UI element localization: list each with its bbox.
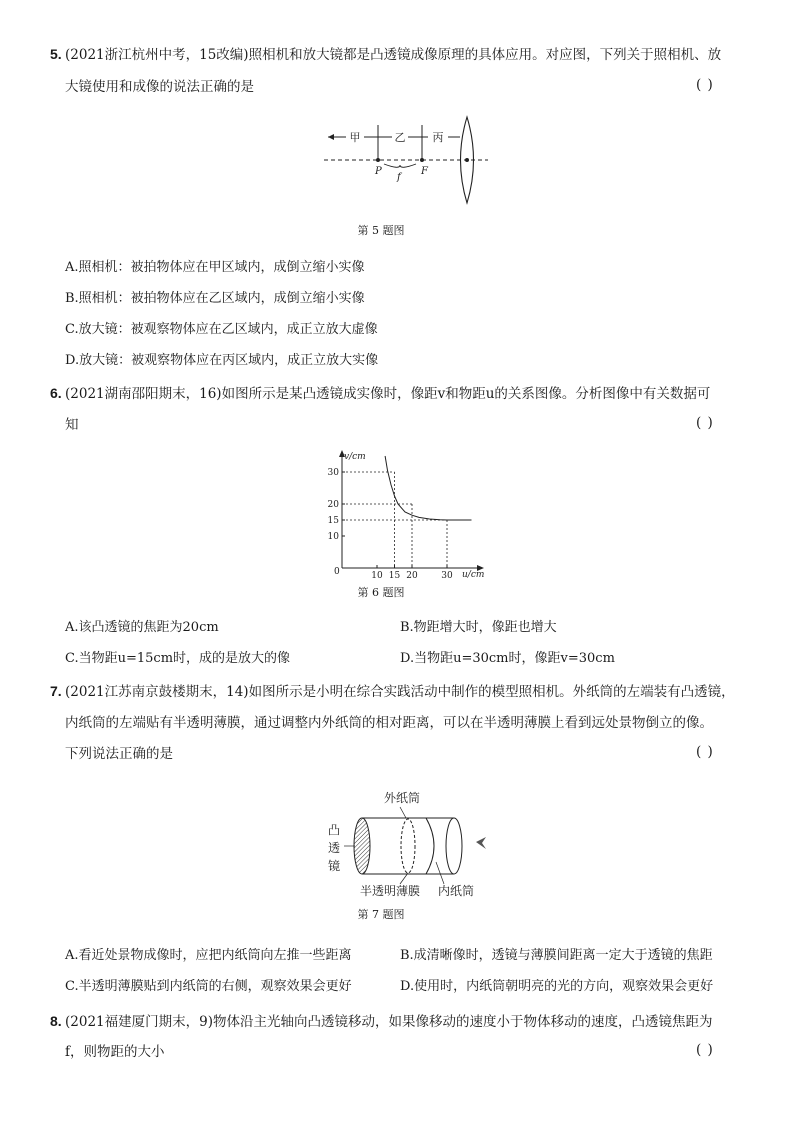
q7-camera-diagram <box>318 782 498 902</box>
q5-number: 5. <box>50 46 62 62</box>
q8-stem-line2: f，则物距的大小 <box>65 1044 165 1060</box>
label-inner-tube: 内纸筒 <box>438 884 475 898</box>
outer-tube-leader <box>400 807 406 818</box>
convex-lens-end <box>354 818 370 874</box>
q5-option-c[interactable]: C.放大镜：被观察物体应在乙区域内，成正立放大虚像 <box>65 322 378 337</box>
q7-stem-line3: 下列说法正确的是 <box>65 746 173 762</box>
label-outer-tube: 外纸筒 <box>384 791 421 805</box>
q6-chart <box>322 448 487 578</box>
q5-figure-caption: 第 5 题图 <box>357 224 405 237</box>
inner-tube-leader <box>436 862 444 884</box>
q8-stem-line1: (2021福建厦门期末，9)物体沿主光轴向凸透镜移动，如果像移动的速度小于物体移动的速度，凸透镜焦距为 <box>65 1014 713 1030</box>
label-focal-length: f <box>397 172 401 183</box>
x-axis-label: u/cm <box>462 570 485 578</box>
x-tick-label-2: 20 <box>406 571 418 578</box>
q6-option-a[interactable]: A.该凸透镜的焦距为20cm <box>65 620 219 635</box>
y-tick-label-2: 20 <box>327 500 339 510</box>
label-lens-3: 镜 <box>328 859 341 873</box>
q6-option-d[interactable]: D.当物距u=30cm时，像距v=30cm <box>400 651 615 666</box>
label-p: P <box>375 166 382 177</box>
q7-stem-line1: (2021江苏南京鼓楼期末，14)如图所示是小明在综合实践活动中制作的模型照相机。外纸筒的左端装有凸透镜， <box>65 684 735 700</box>
q6-answer-blank[interactable]: ( ) <box>696 415 714 431</box>
x-tick-label-0: 10 <box>371 571 383 578</box>
q7-stem-line2: 内纸筒的左端贴有半透明薄膜，通过调整内外纸筒的相对距离，可以在半透明薄膜上看到远处景物倒立的像。 <box>65 715 713 731</box>
q7-figure-caption: 第 7 题图 <box>357 908 405 921</box>
q7-answer-blank[interactable]: ( ) <box>696 744 714 760</box>
q8-number: 8. <box>50 1013 62 1029</box>
q5-option-d[interactable]: D.放大镜：被观察物体应在丙区域内，成正立放大实像 <box>65 353 379 368</box>
x-tick-label-3: 30 <box>441 571 453 578</box>
point-f <box>420 158 424 162</box>
y-tick-label-3: 30 <box>327 468 339 478</box>
label-lens-1: 凸 <box>328 823 341 837</box>
q6-stem-line1: (2021湖南邵阳期末，16)如图所示是某凸透镜成实像时，像距v和物距u的关系图像。分析图像中有关数据可 <box>65 386 711 402</box>
q5-lens-diagram <box>320 113 490 208</box>
point-p <box>376 158 380 162</box>
label-lens-2: 透 <box>328 841 341 855</box>
q8-answer-blank[interactable]: ( ) <box>696 1042 714 1058</box>
q7-option-c[interactable]: C.半透明薄膜贴到内纸筒的右侧，观察效果会更好 <box>65 979 352 994</box>
y-tick-label-1: 15 <box>327 516 339 526</box>
inner-tube-edge <box>426 818 434 874</box>
jia-arrowhead <box>328 134 334 140</box>
region-yi-label: 乙 <box>394 131 406 144</box>
film-leader <box>400 873 408 884</box>
focal-length-brace <box>384 164 416 167</box>
region-jia-label: 甲 <box>349 131 361 144</box>
y-tick-label-0: 10 <box>327 532 339 542</box>
y-axis-label: v/cm <box>344 452 366 462</box>
q6-figure-caption: 第 6 题图 <box>357 586 405 599</box>
q7-option-d[interactable]: D.使用时，内纸筒朝明亮的光的方向，观察效果会更好 <box>400 979 714 994</box>
q5-option-a[interactable]: A.照相机：被拍物体应在甲区域内，成倒立缩小实像 <box>65 260 365 275</box>
q5-answer-blank[interactable]: ( ) <box>696 77 714 93</box>
x-tick-label-1: 15 <box>388 571 401 578</box>
q7-option-b[interactable]: B.成清晰像时，透镜与薄膜间距离一定大于透镜的焦距 <box>400 948 713 963</box>
label-film: 半透明薄膜 <box>360 884 421 898</box>
origin-label: 0 <box>334 567 340 577</box>
eye-icon <box>476 837 486 849</box>
label-f-point: F <box>421 166 428 177</box>
q7-option-a[interactable]: A.看近处景物成像时，应把内纸筒向左推一些距离 <box>65 948 352 963</box>
translucent-film <box>401 819 415 873</box>
q7-number: 7. <box>50 683 62 699</box>
q6-stem-line2: 知 <box>65 417 79 433</box>
q5-stem-line1: (2021浙江杭州中考，15改编)照相机和放大镜都是凸透镜成像原理的具体应用。对应图，下列关于照相机、放 <box>65 47 722 63</box>
series-line-0 <box>385 456 471 520</box>
q5-option-b[interactable]: B.照相机：被拍物体应在乙区域内，成倒立缩小实像 <box>65 291 365 306</box>
q5-stem-line2: 大镜使用和成像的说法正确的是 <box>65 79 254 95</box>
outer-tube-right-end <box>446 818 462 874</box>
lens-center-point <box>465 158 469 162</box>
q6-option-c[interactable]: C.当物距u=15cm时，成的是放大的像 <box>65 651 291 666</box>
region-bing-label: 丙 <box>432 131 444 144</box>
q6-option-b[interactable]: B.物距增大时，像距也增大 <box>400 620 557 635</box>
q6-number: 6. <box>50 385 62 401</box>
